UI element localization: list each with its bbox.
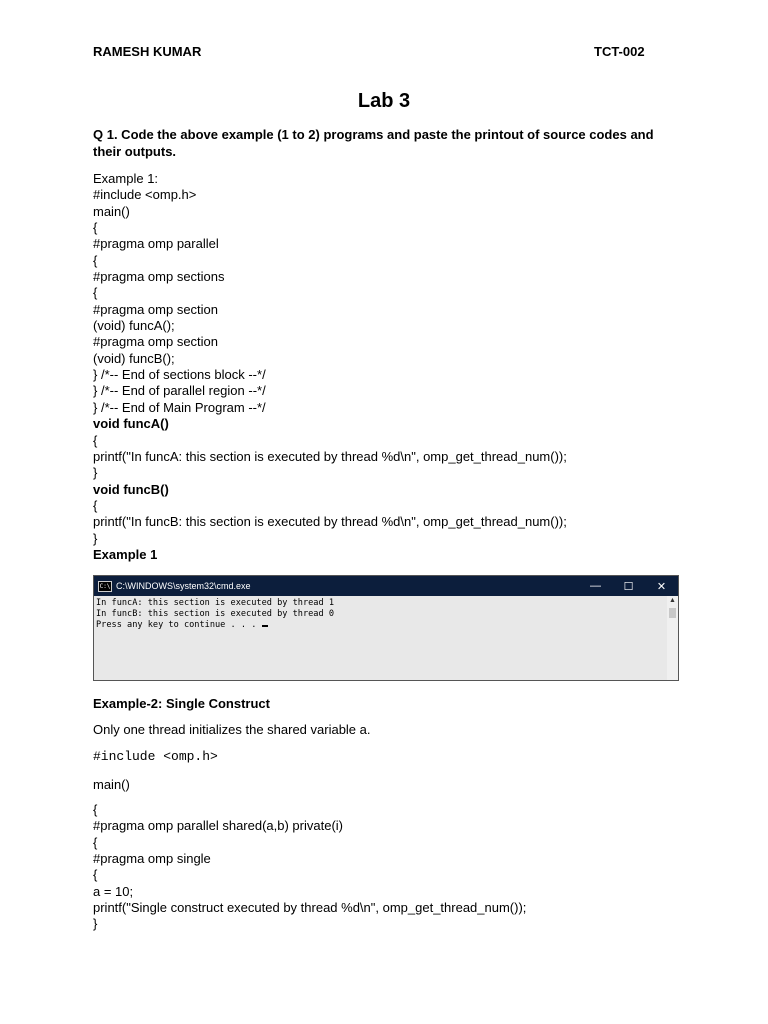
code-line: { — [93, 497, 98, 513]
code-line: } /*-- End of Main Program --*/ — [93, 399, 266, 415]
vertical-scrollbar[interactable] — [667, 596, 678, 680]
code-line: a = 10; — [93, 883, 134, 899]
code-line: void funcA() — [93, 416, 169, 432]
code-line: { — [93, 867, 98, 883]
code-line: (void) funcA(); — [93, 318, 175, 334]
code-line: { — [93, 802, 98, 817]
code-line: #pragma omp sections — [93, 269, 225, 285]
console-title: C:\WINDOWS\system32\cmd.exe — [116, 581, 251, 591]
console-prompt: Press any key to continue . . . — [96, 619, 262, 630]
code-line: } /*-- End of sections block --*/ — [93, 367, 266, 383]
maximize-button[interactable]: ☐ — [623, 580, 634, 593]
example2-code — [93, 802, 526, 933]
close-button[interactable]: ✕ — [656, 580, 667, 593]
code-line: { — [93, 285, 98, 301]
code-line: #pragma omp parallel shared(a,b) private(i) — [93, 818, 344, 834]
example2-heading: Example-2: Single Construct — [93, 696, 270, 711]
code-line: main() — [93, 203, 130, 219]
code-line: #pragma omp section — [93, 334, 219, 350]
console-line — [96, 620, 678, 631]
code-line: } — [93, 916, 98, 932]
example1-code — [93, 171, 567, 563]
console-titlebar[interactable] — [94, 576, 678, 596]
example2-main: main() — [93, 777, 130, 792]
code-line: #pragma omp single — [93, 851, 211, 867]
code-line: printf("Single construct executed by thread %d\n", omp_get_thread_num()); — [93, 900, 527, 916]
example2-description: Only one thread initializes the shared variable a. — [93, 722, 371, 737]
code-line: (void) funcB(); — [93, 350, 175, 366]
console-output — [94, 596, 678, 680]
code-line: { — [93, 834, 98, 850]
console-line: In funcA: this section is executed by thread 1 — [96, 598, 334, 608]
page-title: Lab 3 — [357, 90, 411, 112]
minimize-button[interactable]: — — [590, 580, 601, 592]
code-line: #include <omp.h> — [93, 187, 197, 203]
code-line: #pragma omp section — [93, 301, 219, 317]
code-line: } — [93, 530, 98, 546]
console-line: In funcB: this section is executed by thread 0 — [96, 608, 334, 619]
code-line: { — [93, 432, 98, 448]
course-code: TCT-002 — [594, 44, 645, 59]
question-text: Q 1. Code the above example (1 to 2) programs and paste the printout of source codes and their outputs. — [93, 127, 654, 159]
code-line: void funcB() — [93, 481, 169, 497]
code-line: Example 1 — [93, 546, 158, 562]
text-cursor — [262, 625, 268, 627]
console-window — [93, 575, 679, 681]
code-line: } — [93, 465, 98, 481]
code-line: } /*-- End of parallel region --*/ — [93, 383, 266, 399]
cmd-icon: C:\ — [99, 582, 111, 590]
example2-include: #include <omp.h> — [93, 749, 218, 764]
code-line: printf("In funcB: this section is executed by thread %d\n", omp_get_thread_num()); — [93, 514, 567, 530]
code-line: printf("In funcA: this section is executed by thread %d\n", omp_get_thread_num()); — [93, 448, 567, 464]
code-line: { — [93, 252, 98, 268]
author-name: RAMESH KUMAR — [93, 44, 202, 59]
scroll-up-icon[interactable]: ▲ — [669, 597, 676, 604]
scroll-thumb[interactable] — [669, 608, 676, 618]
code-line: Example 1: — [93, 171, 159, 186]
code-line: #pragma omp parallel — [93, 236, 219, 252]
code-line: { — [93, 220, 98, 236]
